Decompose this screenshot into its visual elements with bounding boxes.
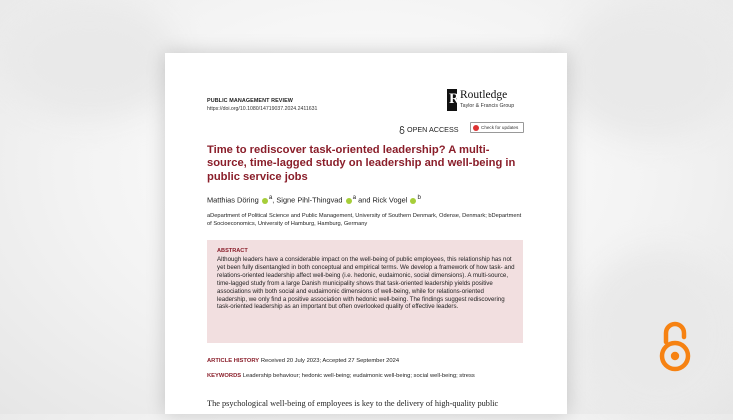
background-blob — [560, 0, 733, 140]
background-blob — [0, 0, 180, 120]
open-access-label — [399, 125, 459, 134]
abstract-text: Although leaders have a considerable impact on the well-being of public employees, this relationship has not yet been fully disentangled in both conceptual and empirical terms. We develop a framework of how task- and relations-oriented leadership affect well-being (i.e. hedonic, eudaimonic, social dimensions). A multi-source, time-lagged study from a large Danish municipality shows that task-oriented leadership yields positive associations with both social and eudaimonic dimensions of well-being, while for relations-oriented leadership, we only find a positive association with hedonic well-being. The findings suggest rediscovering task-oriented leadership as an important but often overlooked quality of effective leaders. — [217, 256, 515, 311]
author-name[interactable]: Rick Vogel — [372, 195, 408, 205]
affiliation-marker: a — [352, 194, 357, 201]
journal-name: PUBLIC MANAGEMENT REVIEW — [207, 98, 293, 104]
article-history-text: Received 20 July 2023; Accepted 27 September 2024 — [260, 358, 400, 364]
author-conjunction: and — [358, 195, 371, 205]
doi-link[interactable]: https://doi.org/10.1080/14719037.2024.2411631 — [207, 106, 318, 112]
check-for-updates-button[interactable] — [470, 122, 524, 133]
routledge-logo-letter: R — [449, 91, 460, 107]
affiliation-marker: a — [268, 194, 273, 201]
check-for-updates-icon — [473, 125, 479, 131]
keywords-label: KEYWORDS — [207, 373, 242, 379]
publisher-name: Routledge — [460, 89, 508, 101]
orcid-icon[interactable] — [262, 198, 268, 204]
article-history-label: ARTICLE HISTORY — [207, 358, 260, 364]
abstract-heading: ABSTRACT — [217, 248, 248, 254]
article-history — [207, 358, 399, 364]
publisher-subtitle: Taylor & Francis Group — [460, 103, 515, 109]
author-list: Matthias Döring $^a$, Signe Pihl-Thingvad $^a$ and Rick Vogel $^b$ — [207, 194, 421, 205]
open-access-lock-icon — [399, 126, 405, 134]
affiliations: aDepartment of Political Science and Public Management, University of Southern Denmark, Odense, Denmark; bDepartment of Socioeconomics, University of Hamburg, Hamburg, Germany — [207, 213, 522, 227]
keywords-text: Leadership behaviour; hedonic well-being; eudaimonic well-being; social well-being; stress — [242, 373, 475, 379]
article-title: Time to rediscover task-oriented leadership? A multi-source, time-lagged study on leadership and well-being in public service jobs — [207, 144, 516, 183]
routledge-logo — [447, 89, 525, 113]
check-for-updates-label: Check for updates — [481, 125, 519, 130]
author-name[interactable]: Signe Pihl-Thingvad — [276, 195, 343, 205]
orcid-icon[interactable] — [346, 198, 352, 204]
body-text: The psychological well-being of employees is key to the delivery of high-quality public — [207, 399, 499, 408]
article-page — [165, 53, 567, 414]
routledge-logo-icon — [447, 89, 460, 111]
keywords — [207, 373, 475, 379]
orcid-icon[interactable] — [410, 198, 416, 204]
open-access-text: OPEN ACCESS — [407, 125, 459, 134]
affiliation-marker: b — [417, 194, 421, 201]
abstract-box — [207, 240, 523, 343]
author-name[interactable]: Matthias Döring — [207, 195, 259, 205]
open-access-large-icon[interactable] — [657, 320, 693, 374]
